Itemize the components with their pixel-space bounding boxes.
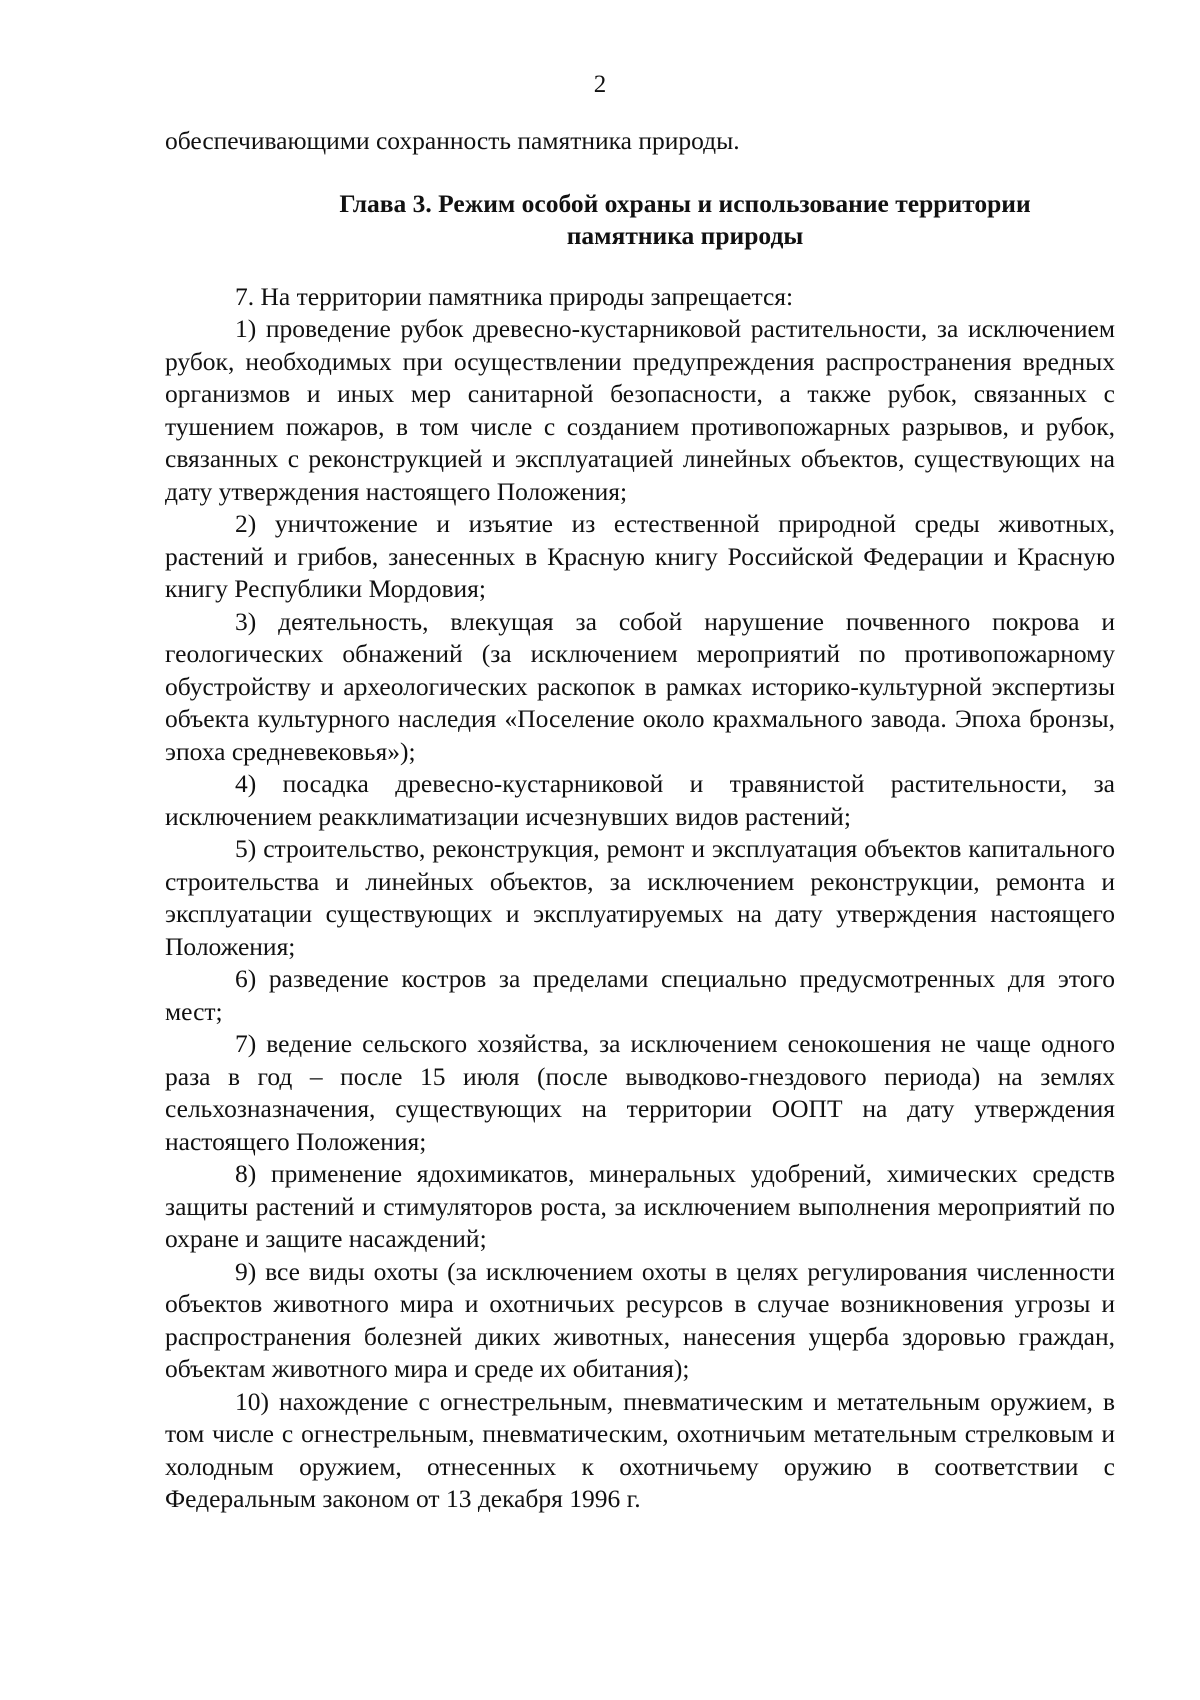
list-item-4: 4) посадка древесно-кустарниковой и травянистой растительности, за исключением реакклиматизации исчезнувших видов растений; — [165, 769, 1115, 831]
list-item-6: 6) разведение костров за пределами специально предусмотренных для этого мест; — [165, 964, 1115, 1026]
list-item-8: 8) применение ядохимикатов, минеральных удобрений, химических средств защиты растений и стимуляторов роста, за исключением выполнения мероприятий по охране и защите насаждений; — [165, 1159, 1115, 1253]
list-item-2: 2) уничтожение и изъятие из естественной природной среды животных, растений и грибов, занесенных в Красную книгу Российской Федерации и Красную книгу Республики Мордовия; — [165, 509, 1115, 603]
list-item-9: 9) все виды охоты (за исключением охоты в целях регулирования численности объектов животного мира и охотничьих ресурсов в случае возникновения угрозы и распространения болезней диких животных, нанесения ущерба здоровью граждан, объектам животного мира и среде их обитания); — [165, 1256, 1115, 1383]
section-intro: 7. На территории памятника природы запрещается: — [235, 281, 794, 311]
page-number: 2 — [593, 71, 607, 98]
list-item-5: 5) строительство, реконструкция, ремонт и эксплуатация объектов капитального строительства и линейных объектов, за исключением реконструкции, ремонта и эксплуатации существующих и эксплуатируемых на дату утверждения настоящего Положения; — [165, 834, 1115, 961]
chapter-title — [165, 188, 1115, 253]
intro-line: обеспечивающими сохранность памятника природы. — [165, 126, 740, 155]
list-item-10: 10) нахождение с огнестрельным, пневматическим и метательным оружием, в том числе с огнестрельным, пневматическим, охотничьим метательным стрелковым и холодным оружием, отнесенных к охотничьему оружию в соответствии с Федеральным законом от 13 декабря 1996 г. — [165, 1386, 1115, 1513]
list-item-3: 3) деятельность, влекущая за собой нарушение почвенного покрова и геологических обнажений (за исключением мероприятий по противопожарному обустройству и археологических раскопок в рамках историко-культурной экспертизы объекта культурного наследия «Поселение около крахмального завода. Эпоха бронзы, эпоха средневековья»); — [165, 606, 1115, 766]
document-body — [165, 125, 1115, 1516]
list-item-1: 1) проведение рубок древесно-кустарниковой растительности, за исключением рубок, необходимых при осуществлении предупреждения распространения вредных организмов и иных мер санитарной безопасности, а также рубок, связанных с тушением пожаров, в том числе с созданием противопожарных разрывов, и рубок, связанных с реконструкцией и эксплуатацией линейных объектов, существующих на дату утверждения настоящего Положения; — [165, 314, 1115, 506]
chapter-title-line-1: Глава 3. Режим особой охраны и использование территории — [339, 188, 1031, 218]
chapter-title-line-2: памятника природы — [566, 221, 804, 250]
list-item-7: 7) ведение сельского хозяйства, за исключением сенокошения не чаще одного раза в год – после 15 июля (после выводково-гнездового периода) на землях сельхозназначения, существующих на территории ООПТ на дату утверждения настоящего Положения; — [165, 1029, 1115, 1156]
